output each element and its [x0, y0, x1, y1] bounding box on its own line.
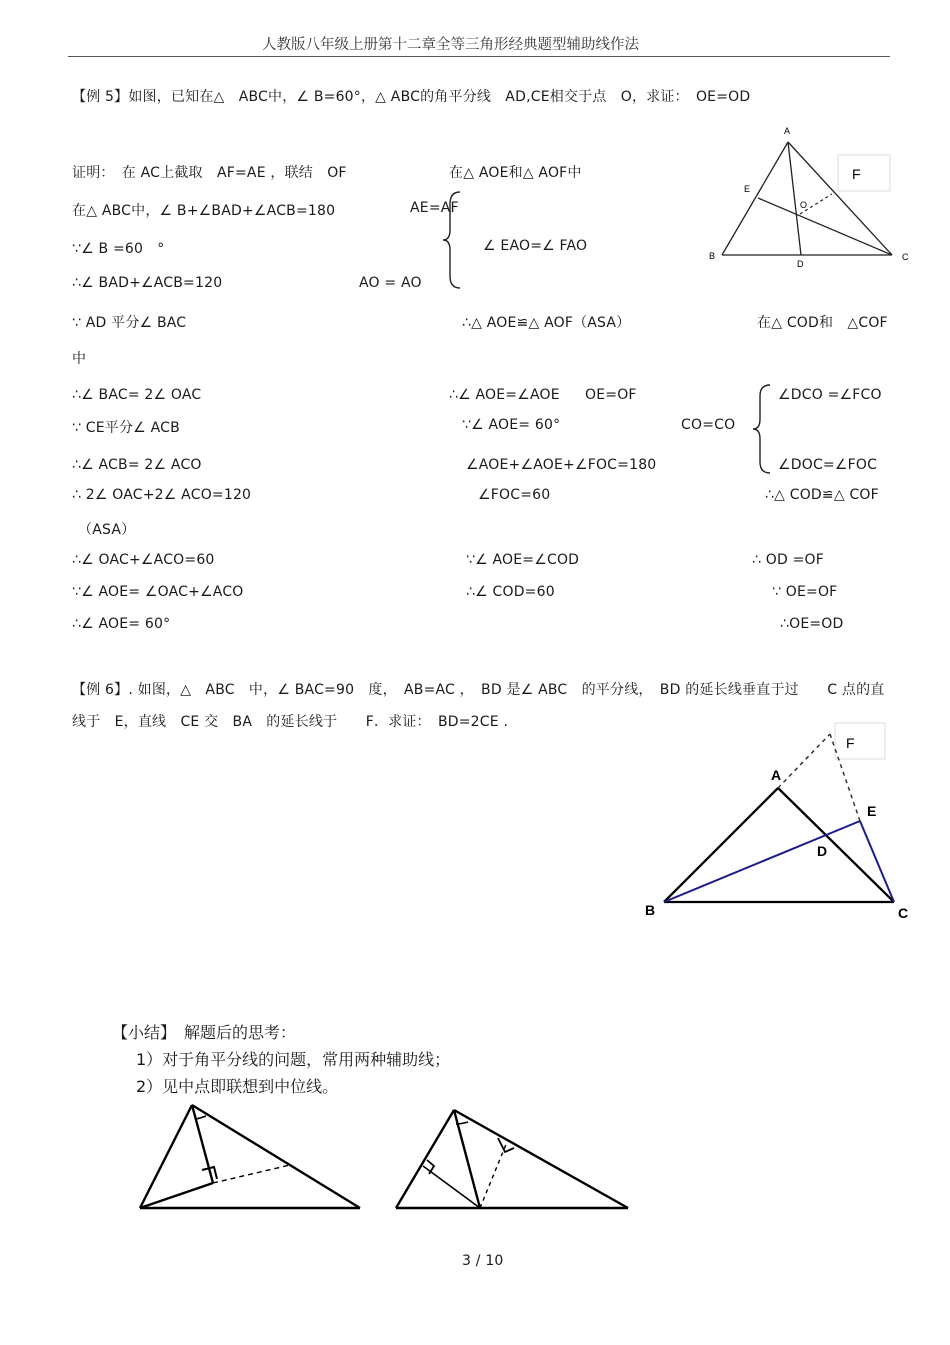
proof-line: ∴ 2∠ OAC+2∠ ACO=120: [72, 487, 252, 503]
extension-BA: [778, 734, 830, 788]
proof-line: ∠DCO =∠FCO: [778, 387, 882, 403]
summary-item-2: 2）见中点即联想到中位线。: [136, 1077, 339, 1096]
proof-line: ∵ CE平分∠ ACB: [72, 420, 180, 436]
segment-CE: [758, 198, 892, 255]
proof-line: ∵∠ AOE= 60°: [462, 417, 561, 433]
proof-line: ∵∠ AOE=∠COD: [466, 552, 580, 568]
proof-line: ∴∠ BAD+∠ACB=120: [72, 275, 223, 291]
proof-line: ∴∠ BAC= 2∠ OAC: [72, 387, 202, 403]
segment: [192, 1105, 360, 1208]
brace-left-1: [440, 190, 470, 290]
example5-problem: 【例 5】如图，已知在△ ABC中，∠ B=60°，△ ABC的角平分线 AD,CE相交于点 O，求证： OE=OD: [72, 89, 751, 105]
point-C-label: C: [902, 252, 909, 262]
perpendicular-right-dashed: [480, 1142, 507, 1208]
point-D-label: D: [797, 259, 804, 269]
proof-line: 证明： 在 AC上截取 AF=AE ，联结 OF: [72, 165, 347, 181]
proof-line: 在△ ABC中，∠ B+∠BAD+∠ACB=180: [72, 203, 336, 219]
proof-line: ∠AOE+∠AOE+∠FOC=180: [466, 457, 657, 473]
proof-line: ∠ EAO=∠ FAO: [483, 238, 588, 254]
point-F-label: F: [846, 735, 855, 751]
proof-line: ∴∠ AOE=∠AOE: [449, 387, 560, 403]
segment-AB: [664, 788, 778, 902]
segment-BE: [664, 821, 860, 902]
proof-line: ∴ OD =OF: [752, 552, 825, 568]
proof-line: ∴∠ COD=60: [466, 584, 555, 600]
point-E-label: E: [744, 184, 751, 194]
point-E-label: E: [867, 803, 877, 819]
segment-AB: [722, 142, 788, 255]
point-B-label: B: [645, 902, 656, 918]
label-box-F: [838, 155, 890, 191]
header-rule: [68, 56, 890, 57]
example5-figure: [700, 120, 920, 270]
angle-mark: [196, 1116, 206, 1119]
summary-figure-1: [130, 1095, 380, 1220]
proof-line: ∴△ COD≌△ COF: [765, 487, 879, 503]
proof-line: ∵ AD 平分∠ BAC: [72, 315, 187, 331]
proof-line: ∴∠ OAC+∠ACO=60: [72, 552, 215, 568]
right-angle-mark: [427, 1160, 434, 1174]
proof-line: OE=OF: [585, 387, 637, 403]
page-number: 3 / 10: [462, 1253, 504, 1269]
point-A-label: A: [784, 126, 791, 136]
proof-line: ∠FOC=60: [478, 487, 551, 503]
label-box-F: [835, 723, 885, 759]
point-F-label: F: [852, 166, 861, 182]
proof-line: 在△ COD和 △COF: [757, 315, 888, 331]
proof-line: ∠DOC=∠FOC: [778, 457, 878, 473]
proof-line: AO = AO: [359, 275, 422, 291]
proof-line: ∵ OE=OF: [772, 584, 838, 600]
example6-problem-line2: 线于 E，直线 CE 交 BA 的延长线于 F．求证： BD=2CE .: [72, 714, 509, 730]
proof-line: 在△ AOE和△ AOF中: [449, 165, 582, 181]
summary-figure-2: [390, 1100, 640, 1220]
point-C-label: C: [898, 905, 909, 921]
proof-line: ∴∠ ACB= 2∠ ACO: [72, 457, 202, 473]
point-A-label: A: [771, 767, 782, 783]
segment: [396, 1110, 454, 1208]
example6-figure: [640, 720, 920, 930]
point-D-label: D: [817, 843, 828, 859]
proof-line: ∴OE=OD: [780, 616, 844, 632]
segment-EC: [860, 821, 894, 902]
summary-title: 【小结】 解题后的思考：: [112, 1023, 297, 1042]
summary-item-1: 1）对于角平分线的问题，常用两种辅助线；: [136, 1050, 451, 1069]
proof-line: ∴∠ AOE= 60°: [72, 616, 171, 632]
point-B-label: B: [709, 251, 716, 261]
segment-AC: [778, 788, 894, 902]
segment: [454, 1110, 628, 1208]
proof-line: CO=CO: [681, 417, 736, 433]
extension-dashed: [213, 1165, 290, 1183]
point-O-label: O: [800, 200, 808, 210]
brace-left-2: [750, 383, 780, 475]
proof-line: ∵∠ B =60 °: [72, 241, 165, 257]
segment-AD: [788, 142, 801, 255]
proof-line: ∴△ AOE≌△ AOF（ASA）: [462, 315, 631, 331]
proof-line: （ASA）: [78, 522, 136, 538]
example6-problem-line1: 【例 6】. 如图，△ ABC 中，∠ BAC=90 度， AB=AC ， BD 是∠ ABC 的平分线， BD 的延长线垂直于过 C 点的直: [72, 682, 885, 698]
proof-line: ∵∠ AOE= ∠OAC+∠ACO: [72, 584, 244, 600]
page-header-title: 人教版八年级上册第十二章全等三角形经典题型辅助线作法: [262, 37, 639, 53]
proof-line: 中: [72, 351, 87, 367]
proof-line: AE=AF: [410, 200, 459, 216]
